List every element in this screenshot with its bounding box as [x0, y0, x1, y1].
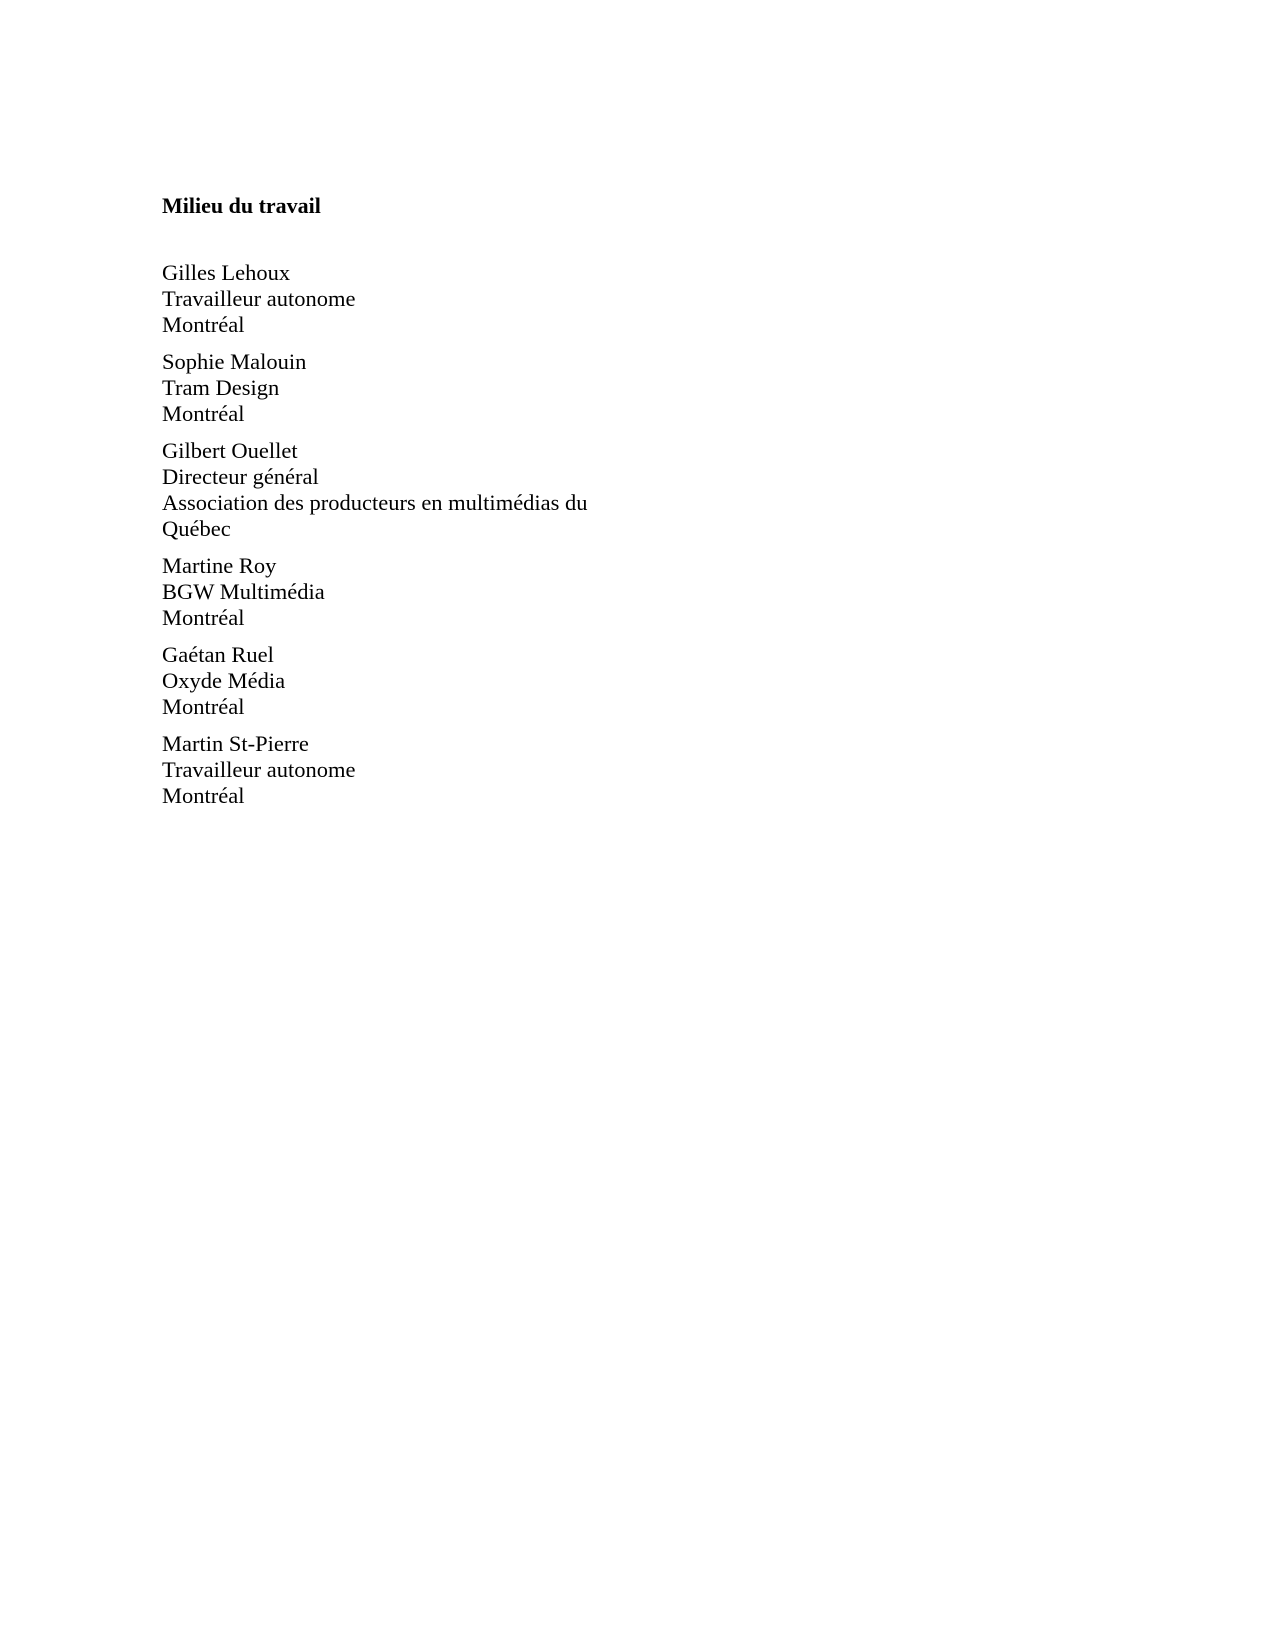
- contact-entry: [162, 438, 622, 542]
- document-page: [162, 193, 622, 820]
- contact-title: Directeur général: [162, 464, 319, 489]
- contact-organization: Travailleur autonome: [162, 757, 356, 782]
- contact-entry: [162, 731, 622, 809]
- contact-name: Martine Roy: [162, 553, 277, 578]
- contact-name: Gaétan Ruel: [162, 642, 274, 667]
- contact-name: Martin St-Pierre: [162, 731, 309, 756]
- contact-organization: Oxyde Média: [162, 668, 286, 693]
- contact-entry: [162, 260, 622, 338]
- contact-city: Montréal: [162, 783, 245, 808]
- contact-city: Montréal: [162, 605, 245, 630]
- contact-organization: Travailleur autonome: [162, 286, 356, 311]
- contact-entry: [162, 349, 622, 427]
- contact-organization: Tram Design: [162, 375, 280, 400]
- contact-name: Gilles Lehoux: [162, 260, 291, 285]
- contact-name: Gilbert Ouellet: [162, 438, 298, 463]
- contact-list: [162, 260, 622, 809]
- contact-organization-continued: Québec: [162, 516, 231, 541]
- contact-entry: [162, 642, 622, 720]
- contact-name: Sophie Malouin: [162, 349, 307, 374]
- section-heading: Milieu du travail: [162, 193, 321, 218]
- contact-city: Montréal: [162, 312, 245, 337]
- contact-entry: [162, 553, 622, 631]
- contact-organization: BGW Multimédia: [162, 579, 325, 604]
- contact-city: Montréal: [162, 694, 245, 719]
- contact-organization: Association des producteurs en multimédias du: [162, 490, 588, 515]
- contact-city: Montréal: [162, 401, 245, 426]
